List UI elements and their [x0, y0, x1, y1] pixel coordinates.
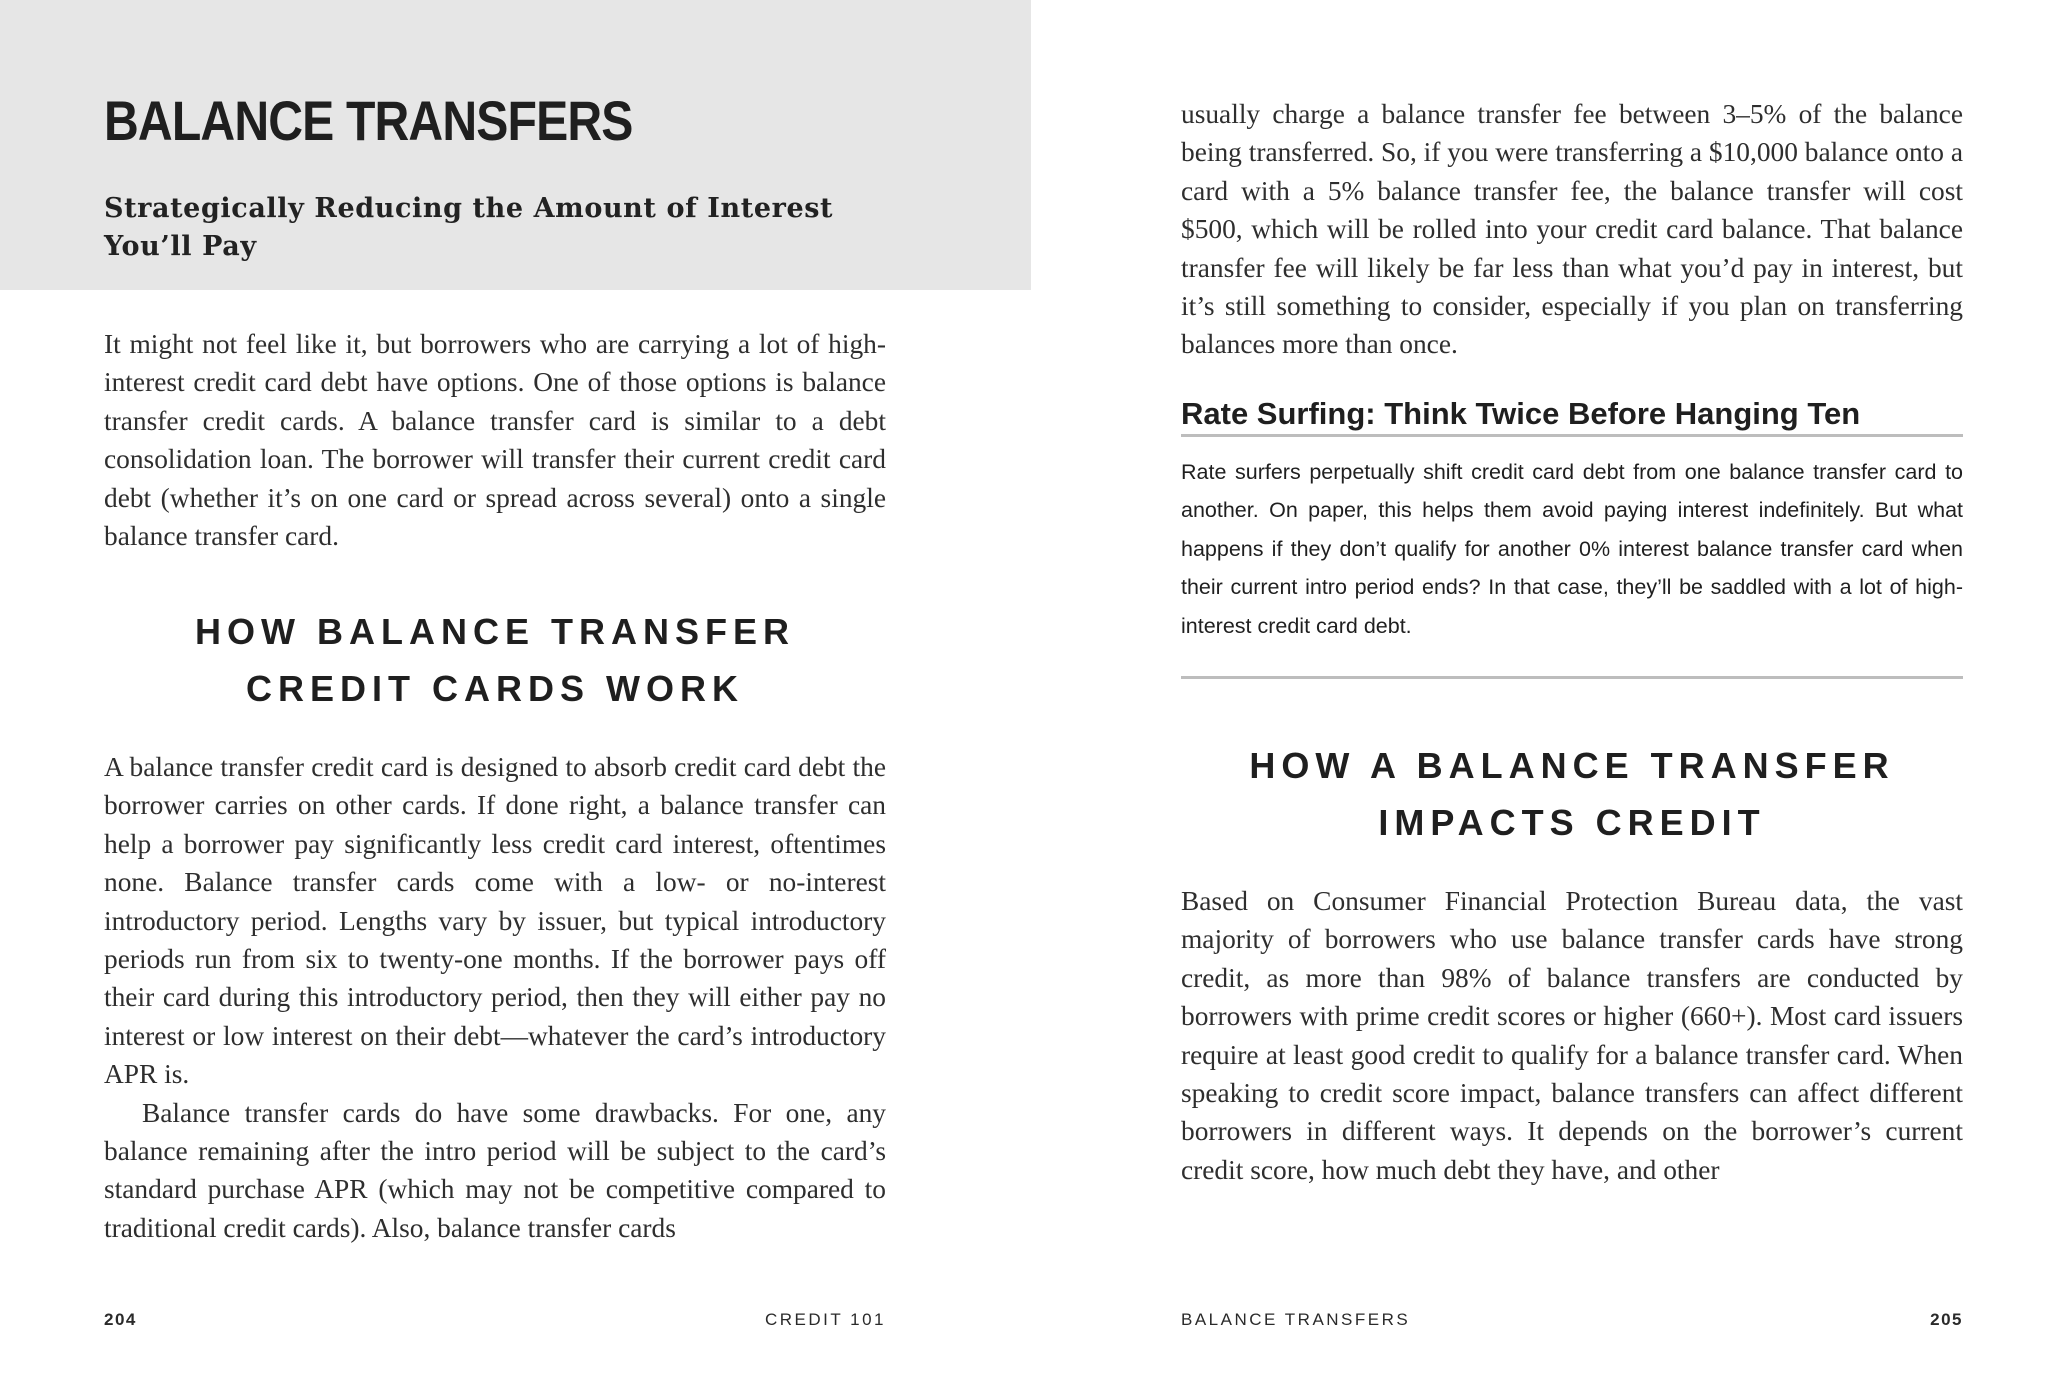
continued-paragraph: usually charge a balance transfer fee between 3–5% of the balance being transferred. So, if you were transferring a $10,000 balance onto a card with a 5% balance transfer fee, the balance transfer will cost $500, which will be rolled into your credit card balance. That balance transfer fee will likely be far less than what you’d pay in interest, but it’s still something to consider, especially if you plan on transferring balances more than once.: [1181, 99, 1963, 360]
page-number-left: 204: [104, 1310, 137, 1329]
section-heading-impacts-credit: [1181, 737, 1963, 851]
section-heading-line: IMPACTS CREDIT: [1378, 802, 1766, 843]
running-footer-chapter: BALANCE TRANSFERS: [1181, 1310, 1411, 1329]
chapter-subtitle: Strategically Reducing the Amount of Interest You’ll Pay: [104, 193, 834, 262]
page-number-right: 205: [1930, 1310, 1963, 1329]
intro-paragraph: It might not feel like it, but borrowers who are carrying a lot of high-interest credit card debt have options. One of those options is balance transfer credit cards. A balance transfer card is similar to a debt consolidation loan. The borrower will transfer their current credit card debt (whether it’s on one card or spread across several) onto a single balance transfer card.: [104, 329, 886, 552]
sidebar-rate-surfing: [1181, 396, 1963, 645]
section-heading-line: CREDIT CARDS WORK: [246, 668, 744, 709]
body-paragraph: A balance transfer credit card is designed to absorb credit card debt the borrower carries on other cards. If done right, a balance transfer can help a borrower pay significantly less credit card interest, oftentimes none. Balance transfer cards come with a low- or no-interest introductory period. Lengths vary by issuer, but typical introductory periods run from six to twenty-one months. If the borrower pays off their card during this introductory period, then they will either pay no interest or low interest on their debt—whatever the card’s introductory APR is.: [104, 752, 886, 1090]
body-paragraph: Based on Consumer Financial Protection Bureau data, the vast majority of borrowers who use balance transfer cards have strong credit, as more than 98% of balance transfers are conducted by borrowers with prime credit scores or higher (660+). Most card issuers require at least good credit to qualify for a balance transfer card. When speaking to credit score impact, balance transfers can affect different borrowers in different ways. It depends on the borrower’s current credit score, how much debt they have, and other: [1181, 886, 1963, 1185]
running-footer-book-title: CREDIT 101: [764, 1310, 886, 1329]
body-paragraph: Balance transfer cards do have some drawbacks. For one, any balance remaining after the intro period will be subject to the card’s standard purchase APR (which may not be competitive compared to traditional credit cards). Also, balance transfer cards: [104, 1097, 886, 1243]
chapter-title: BALANCE TRANSFERS: [104, 89, 633, 152]
sidebar-text: Rate surfers perpetually shift credit card debt from one balance transfer card to another. On paper, this helps them avoid paying interest indefinitely. But what happens if they don’t qualify for another 0% interest balance transfer card when their current intro period ends? In that case, they’ll be saddled with a lot of high-interest credit card debt.: [1181, 460, 1963, 638]
right-page: [1031, 0, 2062, 1400]
section-heading-how-cards-work: [104, 603, 886, 717]
section-heading-line: HOW A BALANCE TRANSFER: [1249, 745, 1895, 786]
sidebar-bottom-rule: [1181, 676, 1963, 679]
sidebar-title: Rate Surfing: Think Twice Before Hanging Ten: [1181, 396, 1963, 437]
left-body-block: [104, 748, 886, 1247]
section-heading-line: HOW BALANCE TRANSFER: [195, 611, 795, 652]
